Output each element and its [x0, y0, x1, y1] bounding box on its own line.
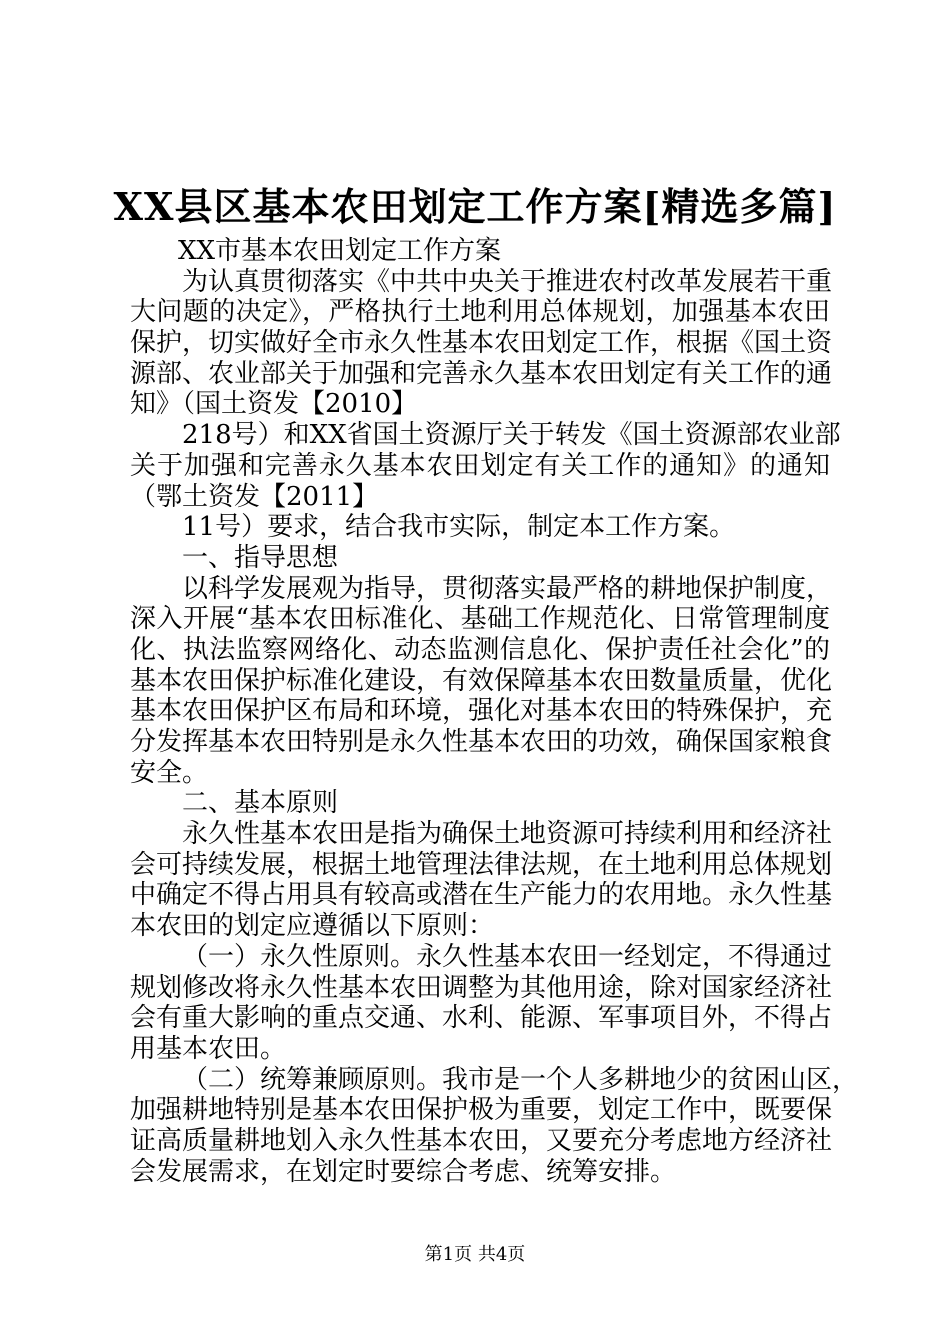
text-line: 永久性基本农田是指为确保土地资源可持续利用和经济社 — [182, 819, 833, 850]
text-line: 本农田的划定应遵循以下原则： — [130, 911, 495, 942]
text-line: 化、执法监察网络化、动态监测信息化、保护责任社会化”的 — [130, 634, 830, 665]
text-line: （一）永久性原则。永久性基本农田一经划定，不得通过 — [182, 941, 833, 972]
text-line: 保护，切实做好全市永久性基本农田划定工作，根据《国土资 — [130, 328, 833, 359]
text-line: 分发挥基本农田特别是永久性基本农田的功效，确保国家粮食 — [130, 727, 833, 757]
text-line: 以科学发展观为指导，贯彻落实最严格的耕地保护制度， — [182, 573, 833, 604]
text-line: 规划修改将永久性基本农田调整为其他用途，除对国家经济社 — [130, 972, 833, 1003]
text-line: 会可持续发展，根据土地管理法律法规，在土地利用总体规划 — [130, 849, 833, 880]
text-line: 一、指导思想 — [182, 542, 339, 573]
text-line: 基本农田保护标准化建设，有效保障基本农田数量质量，优化 — [130, 665, 833, 696]
text-line: （鄂土资发【2011】 — [130, 481, 379, 512]
text-line: 源部、农业部关于加强和完善永久基本农田划定有关工作的通 — [130, 358, 833, 389]
text-line: （二）统筹兼顾原则。我市是一个人多耕地少的贫困山区， — [182, 1064, 859, 1095]
document-body — [130, 236, 859, 1187]
text-line: 218号）和XX省国土资源厅关于转发《国土资源部农业部 — [182, 420, 841, 451]
text-line: 大问题的决定》，严格执行土地利用总体规划，加强基本农田 — [130, 297, 830, 328]
text-line: 用基本农田。 — [130, 1033, 287, 1064]
text-line: 会有重大影响的重点交通、水利、能源、军事项目外，不得占 — [130, 1003, 833, 1034]
text-line: XX市基本农田划定工作方案 — [178, 236, 502, 266]
text-line: 11号）要求，结合我市实际，制定本工作方案。 — [182, 512, 736, 543]
text-line: 会发展需求，在划定时要综合考虑、统筹安排。 — [130, 1156, 677, 1187]
text-line: 基本农田保护区布局和环境，强化对基本农田的特殊保护，充 — [130, 696, 833, 727]
text-line: 知》（国土资发【2010】 — [130, 389, 418, 420]
text-line: 中确定不得占用具有较高或潜在生产能力的农用地。永久性基 — [130, 880, 833, 911]
text-line: 二、基本原则 — [182, 788, 339, 819]
text-line: 深入开展“基本农田标准化、基础工作规范化、日常管理制度 — [130, 604, 830, 635]
text-line: 证高质量耕地划入永久性基本农田，又要充分考虑地方经济社 — [130, 1125, 833, 1156]
text-line: 关于加强和完善永久基本农田划定有关工作的通知》的通知 — [130, 450, 830, 481]
text-line: 加强耕地特别是基本农田保护极为重要，划定工作中，既要保 — [130, 1095, 833, 1126]
page-footer: 第1页 共4页 — [424, 1244, 526, 1265]
text-line: 为认真贯彻落实《中共中央关于推进农村改革发展若干重 — [182, 266, 833, 297]
document-title: XX县区基本农田划定工作方案[精选多篇] — [113, 184, 837, 229]
text-line: 安全。 — [130, 757, 209, 788]
